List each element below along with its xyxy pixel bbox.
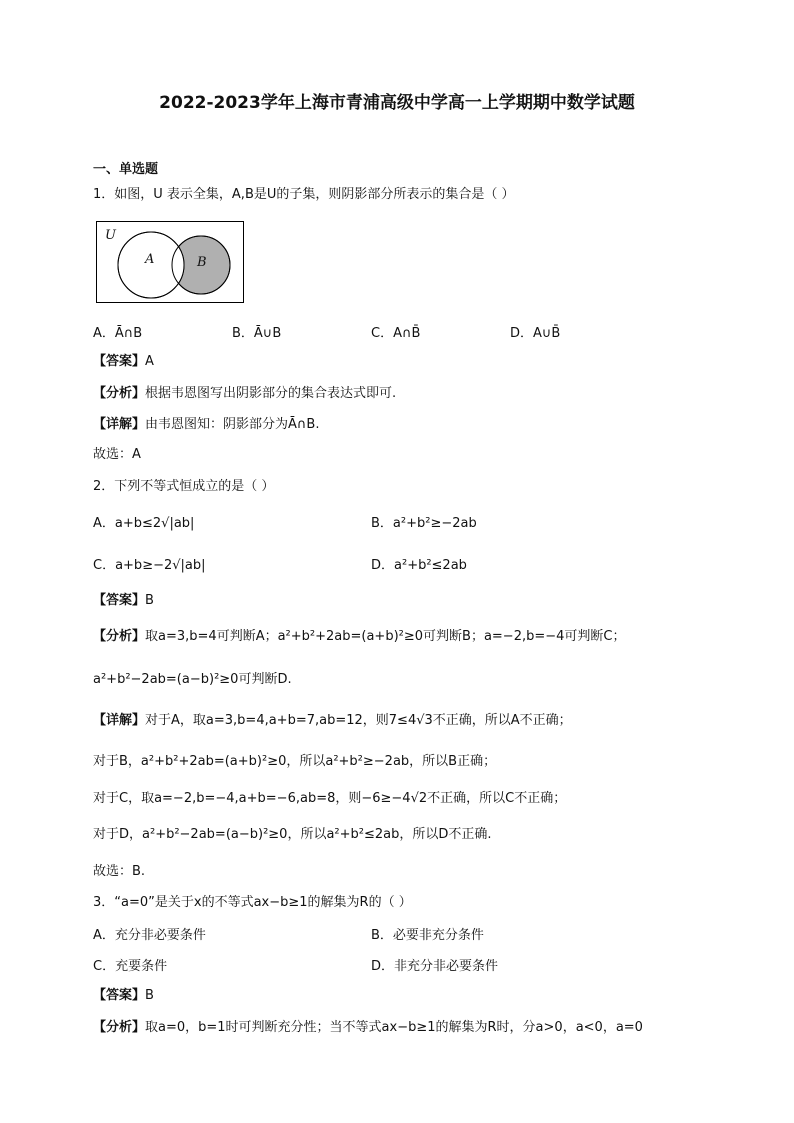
venn-label-b: B: [197, 255, 207, 270]
q3-option-c: C．充要条件: [93, 959, 168, 974]
answer-value: A: [145, 354, 154, 369]
q2-choose: 故选：B.: [93, 864, 146, 879]
q1-option-c: C．A∩B̄: [371, 326, 421, 341]
detail-text: 对于A，取a=3,b=4,a+b=7,ab=12，则7≤4√3不正确，所以A不正确；: [145, 713, 572, 728]
q2-detail-b: 对于B，a²+b²+2ab=(a+b)²≥0，所以a²+b²≥−2ab，所以B正确；: [93, 754, 497, 769]
answer-tag: 【答案】: [93, 354, 146, 369]
q2-analysis-cont: a²+b²−2ab=(a−b)²≥0可判断D.: [93, 672, 292, 687]
q3-analysis: [93, 1018, 734, 1038]
detail-text: 由韦恩图知：阴影部分为Ā∩B.: [145, 417, 320, 432]
detail-tag: 【详解】: [93, 713, 146, 728]
answer-tag: 【答案】: [93, 593, 146, 608]
q2-option-b: B．a²+b²≥−2ab: [371, 516, 477, 531]
q2-option-c: C．a+b≥−2√|ab|: [93, 558, 206, 573]
q1-answer: [93, 352, 734, 372]
q1-option-d: D．A∪B̄: [510, 326, 561, 341]
section-heading: 一、单选题: [93, 162, 159, 177]
q3-option-b: B．必要非充分条件: [371, 928, 484, 943]
answer-tag: 【答案】: [93, 988, 146, 1003]
answer-value: B: [145, 988, 154, 1003]
q2-answer: [93, 591, 734, 611]
venn-label-u: U: [105, 228, 116, 243]
page-title: 2022-2023学年上海市青浦高级中学高一上学期期中数学试题: [159, 93, 635, 113]
venn-label-a: A: [145, 252, 155, 267]
q2-stem: 2．下列不等式恒成立的是（ ）: [93, 479, 275, 494]
q1-option-b: B．Ā∪B: [232, 326, 282, 341]
analysis-text: 取a=3,b=4可判断A；a²+b²+2ab=(a+b)²≥0可判断B；a=−2,b=−4可判断C；: [145, 629, 626, 644]
q3-stem: 3．“a=0”是关于x的不等式ax−b≥1的解集为R的（ ）: [93, 895, 412, 910]
q2-option-d: D．a²+b²≤2ab: [371, 558, 467, 573]
q3-option-d: D．非充分非必要条件: [371, 959, 499, 974]
q1-option-a: A．Ā∩B: [93, 326, 143, 341]
q1-choose: 故选：A: [93, 447, 141, 462]
q1-analysis: [93, 384, 734, 404]
answer-value: B: [145, 593, 154, 608]
analysis-text: 根据韦恩图写出阴影部分的集合表达式即可.: [145, 386, 397, 401]
q2-detail-d: 对于D，a²+b²−2ab=(a−b)²≥0，所以a²+b²≤2ab，所以D不正确.: [93, 827, 492, 842]
detail-tag: 【详解】: [93, 417, 146, 432]
q3-answer: [93, 986, 734, 1006]
q1-stem: 1．如图，U 表示全集，A,B是U的子集，则阴影部分所表示的集合是（ ）: [93, 187, 515, 202]
analysis-text: 取a=0，b=1时可判断充分性；当不等式ax−b≥1的解集为R时，分a>0，a<0，a=0: [145, 1020, 643, 1035]
analysis-tag: 【分析】: [93, 386, 146, 401]
q2-option-a: A．a+b≤2√|ab|: [93, 516, 195, 531]
q2-detail: [93, 711, 734, 731]
venn-diagram: [96, 221, 244, 303]
q1-detail: [93, 415, 734, 435]
analysis-tag: 【分析】: [93, 629, 146, 644]
analysis-tag: 【分析】: [93, 1020, 146, 1035]
q3-option-a: A．充分非必要条件: [93, 928, 206, 943]
q2-detail-c: 对于C，取a=−2,b=−4,a+b=−6,ab=8，则−6≥−4√2不正确，所以C不正确；: [93, 791, 567, 806]
q2-analysis: [93, 627, 734, 647]
